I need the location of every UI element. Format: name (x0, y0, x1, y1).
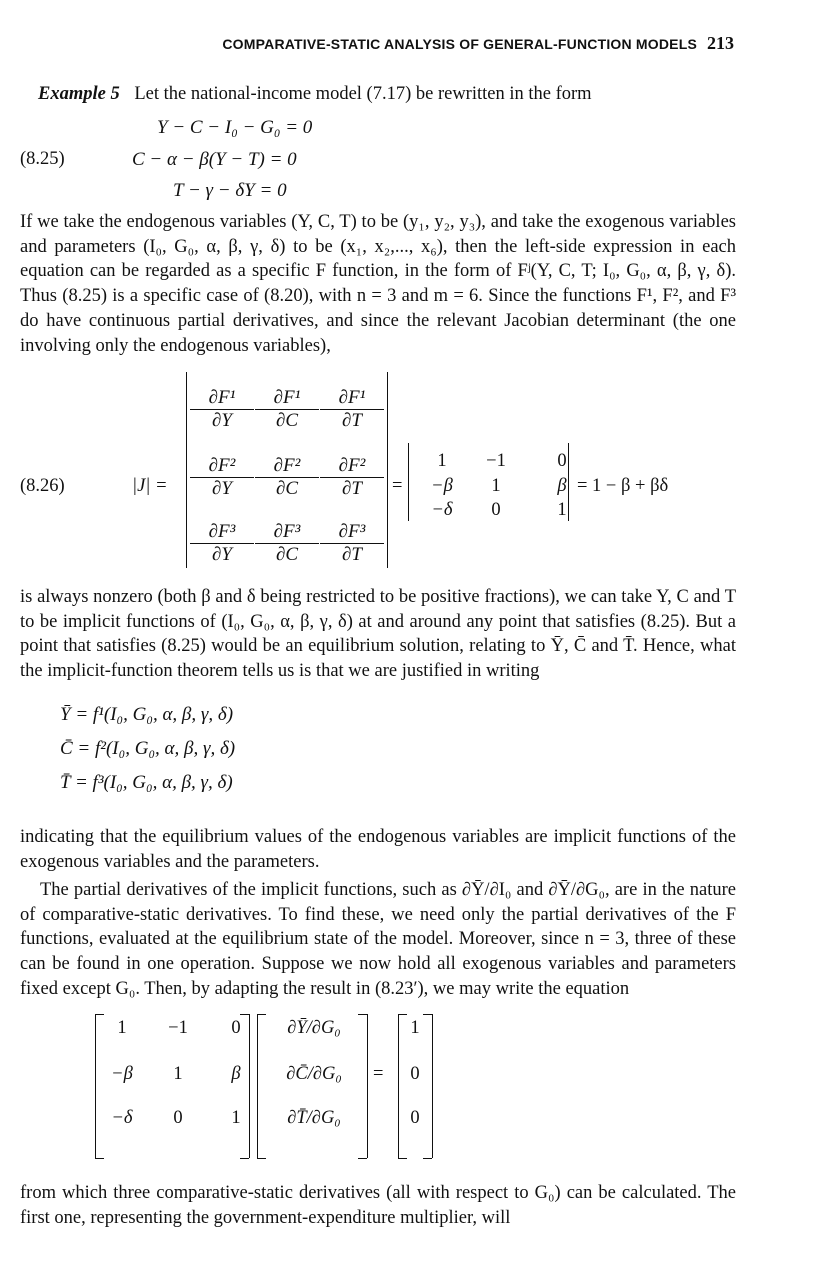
coeff-cell: β (231, 1064, 241, 1084)
unknown-bracket-left-bottom (257, 1158, 266, 1159)
page-number: 213 (707, 33, 734, 53)
coeff-cell: 1 (173, 1064, 183, 1084)
equation-8-25-line-1: Y − C − I₀ − G₀ = 0 (157, 117, 313, 138)
det-cell: β (557, 476, 567, 496)
coeff-bracket-left (95, 1014, 96, 1158)
equation-label-8-26: (8.26) (20, 476, 65, 496)
paragraph-endogenous-variables: If we take the endogenous variables (Y, C, T) to be (y₁, y₂, y₃), and take the exogenous variables and parameters (I₀, G₀, α, β, γ, δ) to be (x₁, x₂,..., x₆), then the left-side expression in each equation can be regarded as a specific F function, in the form of Fʲ(Y, C, T; I₀, G₀, α, β, γ, δ). Thus (8.25) is a specific case of (8.20), with n = 3 and m = 6. Since the functions F¹, F², and F³ do have continuous partial derivatives, and since the relevant Jacobian determinant (the one involving only the endogenous variables), (20, 212, 736, 356)
equation-8-25-line-2: C − α − β(Y − T) = 0 (132, 149, 297, 170)
det-cell: 1 (557, 500, 567, 520)
example-line (38, 84, 592, 105)
coeff-cell: −δ (111, 1108, 133, 1128)
paragraph-implicit-function-theorem: is always nonzero (both β and δ being restricted to be positive fractions), we can take Y, C and T to be implicit functions of (I₀, G₀, α, β, γ, δ) at and around any point that satisfies (8.25). But a point that satisfies (8.25) would be an equilibrium solution, relating to Ȳ, C̄ and T̄. Hence, what the implicit-function theorem tells us is that we are justified in writing (20, 587, 736, 682)
det-cell: 0 (491, 500, 501, 520)
running-head (0, 33, 734, 54)
implicit-function-t: T̄ = f³(I₀, G₀, α, β, γ, δ) (60, 772, 233, 793)
matrix-equals: = (373, 1064, 384, 1084)
coeff-cell: 0 (231, 1018, 241, 1038)
implicit-function-c: C̄ = f²(I₀, G₀, α, β, γ, δ) (60, 738, 236, 759)
rhs-bracket-left-top (398, 1014, 407, 1015)
unknown-bracket-right-top (358, 1014, 367, 1015)
det-cell: −β (431, 476, 453, 496)
rhs-cell: 0 (410, 1108, 420, 1128)
rhs-bracket-right-bottom (423, 1158, 432, 1159)
partial-f1-y: $\frac{\text{∂F¹}}{\partial Y}$ (190, 387, 254, 432)
partial-f1-c: $\frac{\text{∂F¹}}{\partial C}$ (255, 387, 319, 432)
equation-8-25-line-3: T − γ − δY = 0 (173, 180, 287, 201)
numeric-det-left-bar (408, 443, 409, 521)
rhs-cell: 1 (410, 1018, 420, 1038)
unknown-cell: ∂C̄/∂G₀ (286, 1064, 342, 1084)
paragraph-three-derivatives: from which three comparative-static derivatives (all with respect to G₀) can be calculated. The first one, representing the government-expenditure multiplier, will (20, 1183, 736, 1228)
example-label: Example 5 (38, 84, 120, 104)
jacobian-equals: = (392, 476, 403, 496)
jacobian-result: = 1 − β + βδ (577, 476, 669, 496)
det-cell: 1 (437, 451, 447, 471)
partial-f3-y: $\frac{\text{∂F³}}{\partial Y}$ (190, 521, 254, 566)
unknown-bracket-right-bottom (358, 1158, 367, 1159)
example-intro: Let the national-income model (7.17) be rewritten in the form (134, 84, 592, 104)
det-cell: −1 (486, 451, 506, 471)
coeff-bracket-right-bottom (240, 1158, 249, 1159)
unknown-bracket-right (367, 1014, 368, 1158)
coeff-bracket-left-top (95, 1014, 104, 1015)
unknown-cell: ∂T̄/∂G₀ (287, 1108, 341, 1128)
partial-f2-c: $\frac{\text{∂F²}}{\partial C}$ (255, 455, 319, 500)
coeff-cell: 1 (117, 1018, 127, 1038)
partial-f2-t: $\frac{\text{∂F²}}{\partial T}$ (320, 455, 384, 500)
det-cell: 0 (557, 451, 567, 471)
det-cell: 1 (491, 476, 501, 496)
partial-f3-t: $\frac{\text{∂F³}}{\partial T}$ (320, 521, 384, 566)
coeff-cell: 1 (231, 1108, 241, 1128)
rhs-bracket-left-bottom (398, 1158, 407, 1159)
partials-left-bar (186, 372, 187, 568)
coeff-cell: −β (111, 1064, 133, 1084)
partials-right-bar (387, 372, 388, 568)
running-title: COMPARATIVE-STATIC ANALYSIS OF GENERAL-FUNCTION MODELS (222, 36, 697, 52)
partial-f2-y: $\frac{\text{∂F²}}{\partial Y}$ (190, 455, 254, 500)
partial-f1-t: $\frac{\text{∂F¹}}{\partial T}$ (320, 387, 384, 432)
unknown-cell: ∂Ȳ/∂G₀ (287, 1018, 341, 1038)
paragraph-comparative-static-derivatives: The partial derivatives of the implicit functions, such as ∂Ȳ/∂I₀ and ∂Ȳ/∂G₀, are in the nature of comparative-static derivatives. To find these, we need only the partial derivatives of the F functions, evaluated at the equilibrium state of the model. Moreover, since n = 3, three of these can be found in one operation. Suppose we now hold all exogenous variables and parameters fixed except G₀. Then, by adapting the result in (8.23′), we may write the equation (20, 880, 736, 999)
unknown-bracket-left (257, 1014, 258, 1158)
equation-label-8-25: (8.25) (20, 149, 65, 169)
coeff-bracket-left-bottom (95, 1158, 104, 1159)
jacobian-lhs: |J| = (132, 476, 168, 496)
implicit-function-y: Ȳ = f¹(I₀, G₀, α, β, γ, δ) (60, 704, 234, 725)
coeff-bracket-right-top (240, 1014, 249, 1015)
det-cell: −δ (431, 500, 453, 520)
paragraph-equilibrium-values: indicating that the equilibrium values of the endogenous variables are implicit functions of the exogenous variables and the parameters. (20, 827, 736, 872)
partial-f3-c: $\frac{\text{∂F³}}{\partial C}$ (255, 521, 319, 566)
coeff-cell: −1 (168, 1018, 188, 1038)
unknown-bracket-left-top (257, 1014, 266, 1015)
rhs-bracket-right-top (423, 1014, 432, 1015)
coeff-cell: 0 (173, 1108, 183, 1128)
rhs-cell: 0 (410, 1064, 420, 1084)
